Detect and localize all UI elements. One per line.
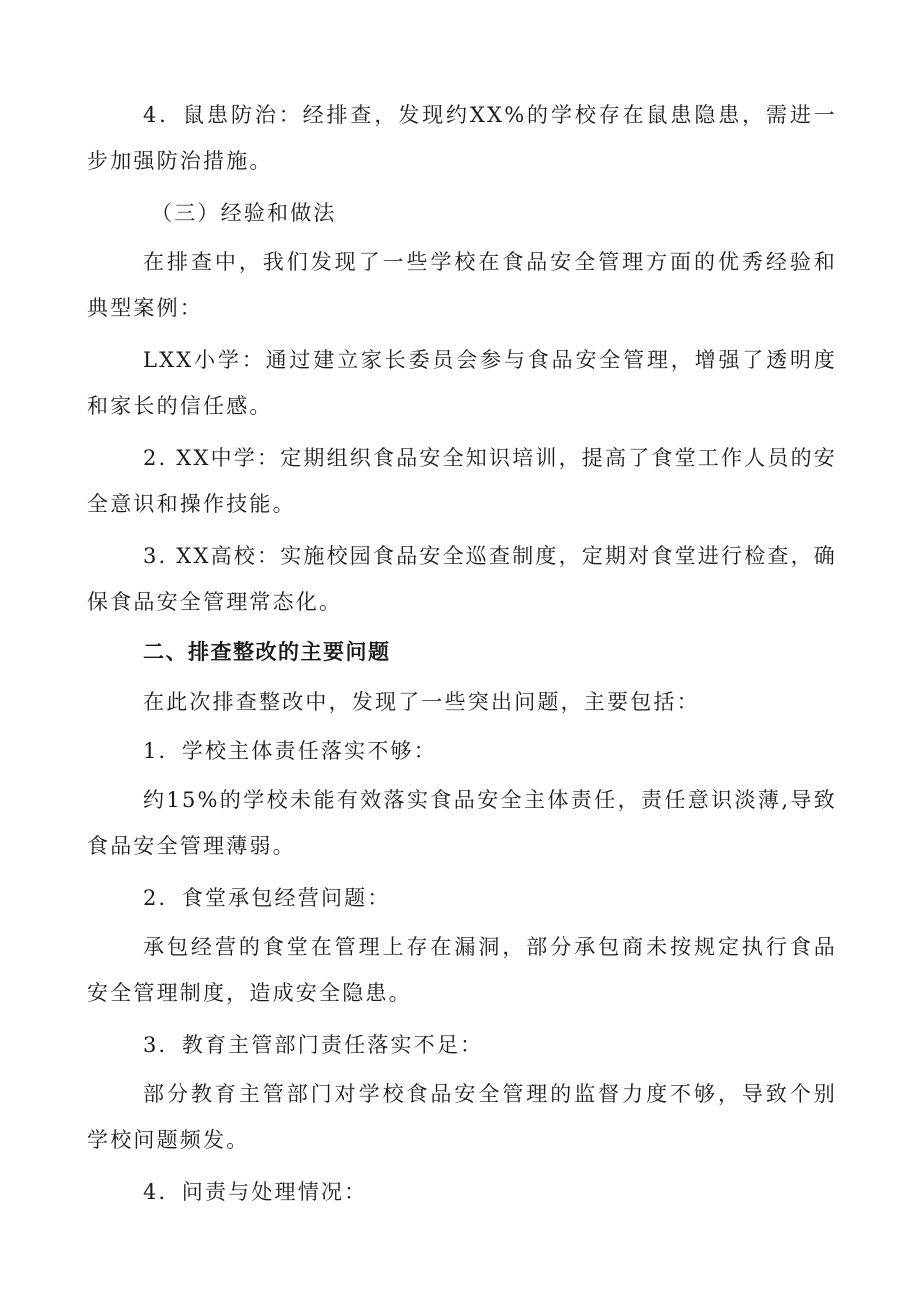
list-item-accountability: 4．问责与处理情况： <box>143 1180 368 1204</box>
paragraph-rodent-control: 4．鼠患防治：经排查，发现约XX%的学校存在鼠患隐患，需进一步加强防治措施。 <box>87 103 837 173</box>
subheading-experience: （三）经验和做法 <box>151 201 337 225</box>
paragraph-case-college: 3. XX高校：实施校园食品安全巡查制度，定期对食堂进行检查，确保食品安全管理常态化。 <box>87 544 838 614</box>
list-item-school-responsibility: 1．学校主体责任落实不够： <box>143 739 437 763</box>
paragraph-problems-intro: 在此次排查整改中，发现了一些突出问题，主要包括： <box>143 690 700 714</box>
paragraph-education-department: 部分教育主管部门对学校食品安全管理的监督力度不够，导致个别学校问题频发。 <box>87 1082 837 1152</box>
paragraph-canteen-contracting: 承包经营的食堂在管理上存在漏洞，部分承包商未按规定执行食品安全管理制度，造成安全隐患。 <box>87 935 837 1005</box>
list-item-canteen-contracting: 2．食堂承包经营问题： <box>143 886 391 910</box>
paragraph-school-responsibility: 约15%的学校未能有效落实食品安全主体责任，责任意识淡薄,导致食品安全管理薄弱。 <box>87 788 837 858</box>
section-heading-main-problems: 二、排查整改的主要问题 <box>143 640 391 664</box>
list-item-education-department: 3．教育主管部门责任落实不足： <box>143 1033 484 1057</box>
paragraph-case-primary-school: LXX小学：通过建立家长委员会参与食品安全管理，增强了透明度和家长的信任感。 <box>87 348 837 418</box>
paragraph-experience-intro: 在排查中，我们发现了一些学校在食品安全管理方面的优秀经验和典型案例： <box>87 250 837 320</box>
paragraph-case-middle-school: 2. XX中学：定期组织食品安全知识培训，提高了食堂工作人员的安全意识和操作技能。 <box>87 446 838 516</box>
